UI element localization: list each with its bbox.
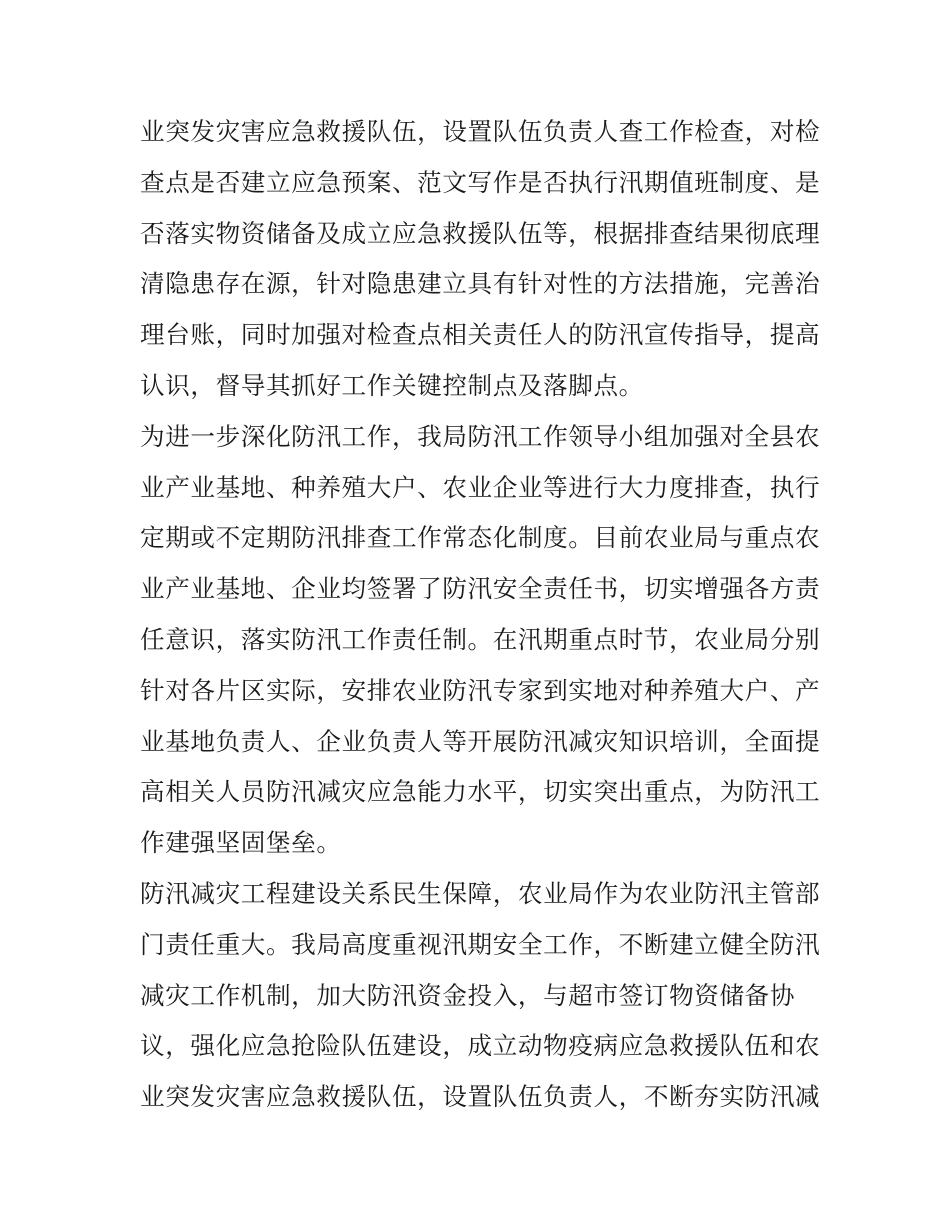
text-line: 议，强化应急抢险队伍建设，成立动物疫病应急救援队伍和农 [140,1031,821,1061]
body-text [140,107,820,1123]
text-line: 业产业基地、种养殖大户、农业企业等进行大力度排查，执行 [140,472,821,502]
text-line: 查点是否建立应急预案、范文写作是否执行汛期值班制度、是 [140,167,821,197]
text-line: 业突发灾害应急救援队伍，设置队伍负责人，不断夯实防汛减 [140,1082,821,1112]
text-line: 任意识，落实防汛工作责任制。在汛期重点时节，农业局分别 [140,624,821,654]
text-line: 为进一步深化防汛工作，我局防汛工作领导小组加强对全县农 [140,421,821,451]
text-line: 业产业基地、企业均签署了防汛安全责任书，切实增强各方责 [140,574,821,604]
text-line: 业基地负责人、企业负责人等开展防汛减灾知识培训，全面提 [140,726,821,756]
text-line: 定期或不定期防汛排查工作常态化制度。目前农业局与重点农 [140,523,821,553]
text-line: 认识，督导其抓好工作关键控制点及落脚点。 [140,370,644,400]
text-line: 减灾工作机制，加大防汛资金投入，与超市签订物资储备协 [140,980,796,1010]
text-line: 高相关人员防汛减灾应急能力水平，切实突出重点，为防汛工 [140,777,821,807]
text-line: 门责任重大。我局高度重视汛期安全工作，不断建立健全防汛 [140,929,821,959]
text-line: 作建强坚固堡垒。 [140,828,342,858]
text-line: 业突发灾害应急救援队伍，设置队伍负责人查工作检查，对检 [140,117,821,146]
text-line: 清隐患存在源，针对隐患建立具有针对性的方法措施，完善治 [140,269,821,299]
text-line: 针对各片区实际，安排农业防汛专家到实地对种养殖大户、产 [140,675,821,705]
text-line: 理台账，同时加强对检查点相关责任人的防汛宣传指导，提高 [140,320,821,350]
text-line: 否落实物资储备及成立应急救援队伍等，根据排查结果彻底理 [140,218,821,248]
text-line: 防汛减灾工程建设关系民生保障，农业局作为农业防汛主管部 [140,878,821,908]
